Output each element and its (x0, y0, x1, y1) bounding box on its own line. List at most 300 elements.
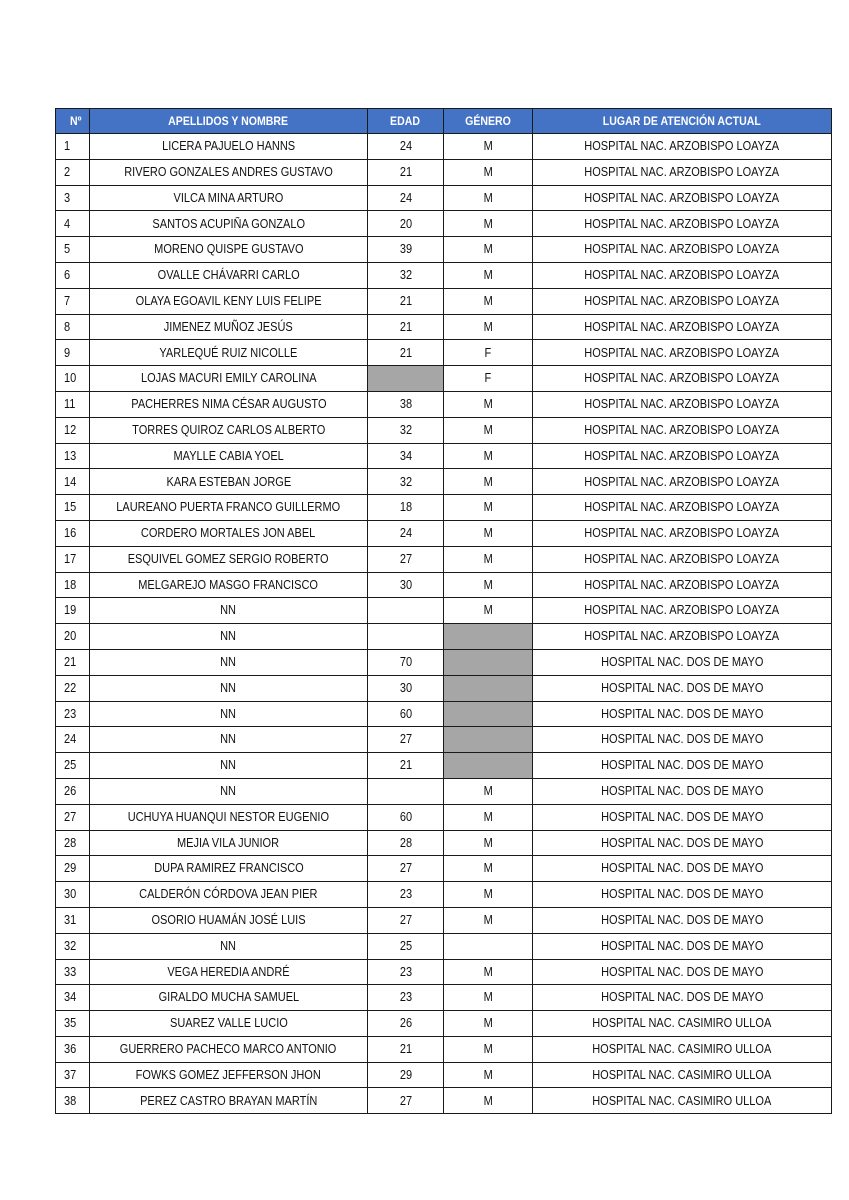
cell-num-text: 38 (64, 1093, 77, 1108)
cell-gender (444, 391, 533, 417)
cell-gender (444, 1088, 533, 1114)
cell-num-text: 17 (64, 551, 77, 566)
cell-name-text: PEREZ CASTRO BRAYAN MARTÍN (139, 1093, 318, 1108)
cell-age (368, 624, 444, 650)
cell-place-text: HOSPITAL NAC. CASIMIRO ULLOA (592, 1016, 772, 1031)
cell-gender-text: M (483, 500, 493, 515)
cell-place (533, 185, 832, 211)
cell-place-text: HOSPITAL NAC. DOS DE MAYO (600, 835, 764, 850)
cell-place-text: HOSPITAL NAC. ARZOBISPO LOAYZA (584, 268, 780, 283)
cell-name (90, 907, 368, 933)
cell-name (90, 262, 368, 288)
cell-gender-text: M (483, 397, 493, 412)
cell-age (368, 701, 444, 727)
cell-name-text: YARLEQUÉ RUIZ NICOLLE (159, 345, 298, 360)
cell-name (90, 959, 368, 985)
cell-place-text: HOSPITAL NAC. CASIMIRO ULLOA (592, 1093, 772, 1108)
cell-gender (444, 495, 533, 521)
cell-name-text: FOWKS GOMEZ JEFFERSON JHON (135, 1067, 322, 1082)
cell-gender (444, 520, 533, 546)
cell-num (56, 804, 90, 830)
cell-place-text: HOSPITAL NAC. DOS DE MAYO (600, 861, 764, 876)
cell-num-text: 31 (64, 913, 77, 928)
cell-age (368, 1036, 444, 1062)
cell-name-text: VILCA MINA ARTURO (173, 190, 284, 205)
cell-age-text: 21 (399, 293, 412, 308)
cell-name-text: NN (220, 603, 237, 618)
cell-gender (444, 727, 533, 753)
cell-place-text: HOSPITAL NAC. ARZOBISPO LOAYZA (584, 190, 780, 205)
cell-name-text: LAUREANO PUERTA FRANCO GUILLERMO (116, 500, 341, 515)
cell-name-text: OLAYA EGOAVIL KENY LUIS FELIPE (135, 293, 322, 308)
cell-gender-text: M (483, 1067, 493, 1082)
cell-gender-text: M (483, 835, 493, 850)
cell-name (90, 856, 368, 882)
cell-num (56, 1062, 90, 1088)
cell-name-text: MAYLLE CABIA YOEL (173, 448, 284, 463)
cell-age (368, 882, 444, 908)
cell-num-text: 7 (64, 293, 71, 308)
cell-gender-text: M (483, 190, 493, 205)
cell-age (368, 933, 444, 959)
cell-place (533, 546, 832, 572)
cell-place (533, 727, 832, 753)
cell-name (90, 443, 368, 469)
cell-age-text: 21 (399, 164, 412, 179)
cell-gender-text: M (483, 577, 493, 592)
table-header (56, 109, 832, 134)
cell-name (90, 933, 368, 959)
cell-gender (444, 237, 533, 263)
cell-place (533, 1011, 832, 1037)
cell-age (368, 237, 444, 263)
cell-age (368, 985, 444, 1011)
table-row (56, 701, 832, 727)
cell-age-text: 32 (399, 268, 412, 283)
cell-place-text: HOSPITAL NAC. ARZOBISPO LOAYZA (584, 422, 780, 437)
cell-gender (444, 546, 533, 572)
cell-gender (444, 211, 533, 237)
cell-place (533, 391, 832, 417)
cell-name-text: PACHERRES NIMA CÉSAR AUGUSTO (130, 397, 327, 412)
table-row (56, 443, 832, 469)
cell-num (56, 959, 90, 985)
header-name: APELLIDOS Y NOMBRE (90, 109, 368, 134)
cell-age (368, 959, 444, 985)
cell-place (533, 1088, 832, 1114)
cell-place-text: HOSPITAL NAC. ARZOBISPO LOAYZA (584, 551, 780, 566)
table-row (56, 985, 832, 1011)
table-row (56, 675, 832, 701)
cell-gender (444, 804, 533, 830)
cell-num (56, 211, 90, 237)
cell-num-text: 20 (64, 629, 77, 644)
cell-age-text: 20 (399, 216, 412, 231)
cell-age (368, 753, 444, 779)
header-row (56, 109, 832, 134)
table-row (56, 546, 832, 572)
cell-num-text: 24 (64, 732, 77, 747)
cell-gender-text: M (483, 990, 493, 1005)
cell-name (90, 985, 368, 1011)
cell-age (368, 443, 444, 469)
cell-gender-text: M (483, 242, 493, 257)
cell-name (90, 598, 368, 624)
cell-num-text: 16 (64, 526, 77, 541)
header-gender: GÉNERO (444, 109, 533, 134)
cell-num-text: 13 (64, 448, 77, 463)
cell-place (533, 753, 832, 779)
cell-num (56, 366, 90, 392)
cell-num (56, 598, 90, 624)
cell-name (90, 417, 368, 443)
cell-age (368, 495, 444, 521)
cell-name-text: RIVERO GONZALES ANDRES GUSTAVO (124, 164, 333, 179)
cell-place-text: HOSPITAL NAC. DOS DE MAYO (600, 887, 764, 902)
table-row (56, 778, 832, 804)
cell-num-text: 37 (64, 1067, 77, 1082)
cell-gender-text: M (483, 422, 493, 437)
cell-gender-text: M (483, 526, 493, 541)
cell-place (533, 443, 832, 469)
cell-age (368, 288, 444, 314)
cell-place-text: HOSPITAL NAC. ARZOBISPO LOAYZA (584, 139, 780, 154)
cell-num-text: 9 (64, 345, 71, 360)
cell-age (368, 1088, 444, 1114)
cell-name (90, 159, 368, 185)
table-row (56, 933, 832, 959)
cell-place (533, 933, 832, 959)
table-row (56, 1088, 832, 1114)
table-row (56, 314, 832, 340)
cell-age-text: 38 (399, 397, 412, 412)
cell-age-text: 24 (399, 526, 412, 541)
cell-age-text: 32 (399, 422, 412, 437)
table-row (56, 598, 832, 624)
cell-age-text: 24 (399, 190, 412, 205)
cell-place-text: HOSPITAL NAC. ARZOBISPO LOAYZA (584, 242, 780, 257)
cell-place (533, 366, 832, 392)
cell-place-text: HOSPITAL NAC. ARZOBISPO LOAYZA (584, 216, 780, 231)
cell-age (368, 727, 444, 753)
cell-name-text: TORRES QUIROZ CARLOS ALBERTO (131, 422, 326, 437)
cell-gender (444, 443, 533, 469)
cell-gender (444, 159, 533, 185)
cell-age (368, 598, 444, 624)
cell-name-text: CALDERÓN CÓRDOVA JEAN PIER (139, 887, 318, 902)
cell-place (533, 804, 832, 830)
cell-age-text: 21 (399, 345, 412, 360)
cell-name (90, 495, 368, 521)
cell-gender-text: M (483, 784, 493, 799)
cell-place-text: HOSPITAL NAC. DOS DE MAYO (600, 809, 764, 824)
cell-place-text: HOSPITAL NAC. DOS DE MAYO (600, 758, 764, 773)
cell-num (56, 1036, 90, 1062)
header-num: Nº (56, 109, 90, 134)
cell-name-text: JIMENEZ MUÑOZ JESÚS (164, 319, 293, 334)
cell-gender (444, 598, 533, 624)
cell-place-text: HOSPITAL NAC. DOS DE MAYO (600, 913, 764, 928)
table-row (56, 1036, 832, 1062)
cell-name (90, 1088, 368, 1114)
cell-age-text: 26 (399, 1016, 412, 1031)
cell-num-text: 1 (64, 139, 71, 154)
cell-place-text: HOSPITAL NAC. CASIMIRO ULLOA (592, 1067, 772, 1082)
cell-num-text: 2 (64, 164, 71, 179)
cell-gender-text: M (483, 1093, 493, 1108)
cell-place-text: HOSPITAL NAC. DOS DE MAYO (600, 990, 764, 1005)
cell-gender (444, 1011, 533, 1037)
cell-name (90, 366, 368, 392)
cell-num (56, 314, 90, 340)
table-row (56, 366, 832, 392)
cell-gender (444, 134, 533, 160)
cell-place-text: HOSPITAL NAC. ARZOBISPO LOAYZA (584, 629, 780, 644)
cell-age (368, 1062, 444, 1088)
cell-name-text: LOJAS MACURI EMILY CAROLINA (140, 371, 317, 386)
cell-gender (444, 985, 533, 1011)
table-row (56, 262, 832, 288)
cell-place (533, 598, 832, 624)
cell-age (368, 314, 444, 340)
table-row (56, 134, 832, 160)
cell-num (56, 288, 90, 314)
cell-place (533, 985, 832, 1011)
cell-gender (444, 469, 533, 495)
table-row (56, 495, 832, 521)
cell-num (56, 933, 90, 959)
cell-age (368, 649, 444, 675)
cell-name (90, 624, 368, 650)
cell-num (56, 856, 90, 882)
cell-age-text: 27 (399, 551, 412, 566)
cell-name (90, 1011, 368, 1037)
cell-num (56, 237, 90, 263)
cell-place (533, 1062, 832, 1088)
cell-age-text: 30 (399, 680, 412, 695)
cell-num (56, 546, 90, 572)
cell-name (90, 211, 368, 237)
cell-age (368, 804, 444, 830)
cell-place (533, 1036, 832, 1062)
cell-name (90, 1062, 368, 1088)
cell-name-text: MORENO QUISPE GUSTAVO (153, 242, 304, 257)
cell-num (56, 649, 90, 675)
cell-age (368, 546, 444, 572)
header-place: LUGAR DE ATENCIÓN ACTUAL (533, 109, 832, 134)
cell-age-text: 70 (399, 655, 412, 670)
cell-age (368, 159, 444, 185)
cell-age (368, 856, 444, 882)
cell-age (368, 366, 444, 392)
cell-num-text: 12 (64, 422, 77, 437)
cell-name-text: LICERA PAJUELO HANNS (161, 139, 296, 154)
cell-gender-text: F (484, 345, 492, 360)
cell-name-text: UCHUYA HUANQUI NESTOR EUGENIO (127, 809, 330, 824)
cell-num (56, 443, 90, 469)
cell-num (56, 778, 90, 804)
cell-gender (444, 701, 533, 727)
cell-gender (444, 933, 533, 959)
cell-num-text: 14 (64, 474, 77, 489)
cell-gender (444, 288, 533, 314)
cell-num-text: 30 (64, 887, 77, 902)
cell-name (90, 753, 368, 779)
table-row (56, 649, 832, 675)
table-row (56, 391, 832, 417)
cell-gender-text: M (483, 887, 493, 902)
cell-gender-text: M (483, 216, 493, 231)
cell-num (56, 624, 90, 650)
cell-num-text: 29 (64, 861, 77, 876)
table-body (56, 134, 832, 1114)
cell-place-text: HOSPITAL NAC. ARZOBISPO LOAYZA (584, 603, 780, 618)
cell-num-text: 5 (64, 242, 71, 257)
cell-num-text: 8 (64, 319, 71, 334)
cell-place (533, 856, 832, 882)
cell-place (533, 340, 832, 366)
cell-place (533, 701, 832, 727)
cell-num (56, 1011, 90, 1037)
cell-age-text: 30 (399, 577, 412, 592)
cell-name-text: NN (220, 655, 237, 670)
cell-num (56, 262, 90, 288)
cell-num-text: 19 (64, 603, 77, 618)
cell-age-text: 23 (399, 990, 412, 1005)
cell-gender-text: M (483, 603, 493, 618)
cell-age (368, 134, 444, 160)
cell-name (90, 546, 368, 572)
cell-num (56, 1088, 90, 1114)
cell-gender-text: F (484, 371, 492, 386)
table-row (56, 1062, 832, 1088)
table-row (56, 856, 832, 882)
cell-num-text: 33 (64, 964, 77, 979)
cell-name-text: KARA ESTEBAN JORGE (166, 474, 291, 489)
cell-age (368, 675, 444, 701)
cell-place-text: HOSPITAL NAC. DOS DE MAYO (600, 732, 764, 747)
cell-num-text: 3 (64, 190, 71, 205)
cell-gender (444, 882, 533, 908)
cell-place-text: HOSPITAL NAC. CASIMIRO ULLOA (592, 1042, 772, 1057)
cell-place-text: HOSPITAL NAC. DOS DE MAYO (600, 784, 764, 799)
cell-place (533, 624, 832, 650)
cell-place-text: HOSPITAL NAC. ARZOBISPO LOAYZA (584, 397, 780, 412)
cell-name (90, 804, 368, 830)
table-row (56, 211, 832, 237)
cell-num (56, 727, 90, 753)
table-row (56, 830, 832, 856)
cell-gender (444, 366, 533, 392)
cell-place (533, 520, 832, 546)
cell-num-text: 28 (64, 835, 77, 850)
cell-place-text: HOSPITAL NAC. ARZOBISPO LOAYZA (584, 474, 780, 489)
cell-gender (444, 649, 533, 675)
cell-age-text: 32 (399, 474, 412, 489)
cell-place (533, 314, 832, 340)
cell-gender (444, 185, 533, 211)
cell-num-text: 23 (64, 706, 77, 721)
cell-name (90, 288, 368, 314)
cell-age (368, 778, 444, 804)
cell-name-text: OSORIO HUAMÁN JOSÉ LUIS (151, 913, 306, 928)
cell-gender (444, 624, 533, 650)
cell-gender-text: M (483, 474, 493, 489)
cell-num (56, 417, 90, 443)
table-row (56, 340, 832, 366)
cell-place (533, 907, 832, 933)
cell-age (368, 572, 444, 598)
table-row (56, 288, 832, 314)
cell-age-text: 27 (399, 1093, 412, 1108)
cell-place (533, 262, 832, 288)
cell-name-text: NN (220, 784, 237, 799)
cell-name (90, 469, 368, 495)
cell-age-text: 27 (399, 913, 412, 928)
cell-age-text: 23 (399, 887, 412, 902)
cell-place-text: HOSPITAL NAC. ARZOBISPO LOAYZA (584, 500, 780, 515)
cell-gender (444, 907, 533, 933)
cell-age-text: 18 (399, 500, 412, 515)
table-row (56, 520, 832, 546)
cell-name-text: NN (220, 706, 237, 721)
cell-name-text: SUAREZ VALLE LUCIO (169, 1016, 288, 1031)
cell-num-text: 21 (64, 655, 77, 670)
cell-age-text: 34 (399, 448, 412, 463)
cell-gender-text: M (483, 1016, 493, 1031)
cell-age (368, 417, 444, 443)
cell-place (533, 211, 832, 237)
cell-name (90, 134, 368, 160)
cell-name (90, 520, 368, 546)
cell-age (368, 211, 444, 237)
cell-place (533, 159, 832, 185)
cell-name (90, 237, 368, 263)
cell-place (533, 469, 832, 495)
cell-age-text: 25 (399, 938, 412, 953)
cell-place (533, 882, 832, 908)
cell-num-text: 36 (64, 1042, 77, 1057)
cell-place-text: HOSPITAL NAC. ARZOBISPO LOAYZA (584, 371, 780, 386)
cell-place (533, 649, 832, 675)
cell-gender-text: M (483, 164, 493, 179)
table-row (56, 572, 832, 598)
table-row (56, 727, 832, 753)
cell-name (90, 340, 368, 366)
cell-place-text: HOSPITAL NAC. ARZOBISPO LOAYZA (584, 577, 780, 592)
cell-age-text: 21 (399, 1042, 412, 1057)
cell-num-text: 27 (64, 809, 77, 824)
cell-age-text: 60 (399, 809, 412, 824)
cell-gender-text: M (483, 293, 493, 308)
cell-num (56, 830, 90, 856)
cell-age-text: 21 (399, 319, 412, 334)
cell-num-text: 26 (64, 784, 77, 799)
cell-name (90, 391, 368, 417)
cell-place-text: HOSPITAL NAC. ARZOBISPO LOAYZA (584, 526, 780, 541)
cell-name-text: MEJIA VILA JUNIOR (177, 835, 280, 850)
cell-name (90, 314, 368, 340)
cell-age (368, 1011, 444, 1037)
cell-name (90, 649, 368, 675)
cell-age (368, 262, 444, 288)
table-row (56, 237, 832, 263)
cell-name-text: MELGAREJO MASGO FRANCISCO (138, 577, 319, 592)
cell-age (368, 185, 444, 211)
cell-num-text: 6 (64, 268, 71, 283)
cell-num (56, 907, 90, 933)
cell-gender (444, 830, 533, 856)
